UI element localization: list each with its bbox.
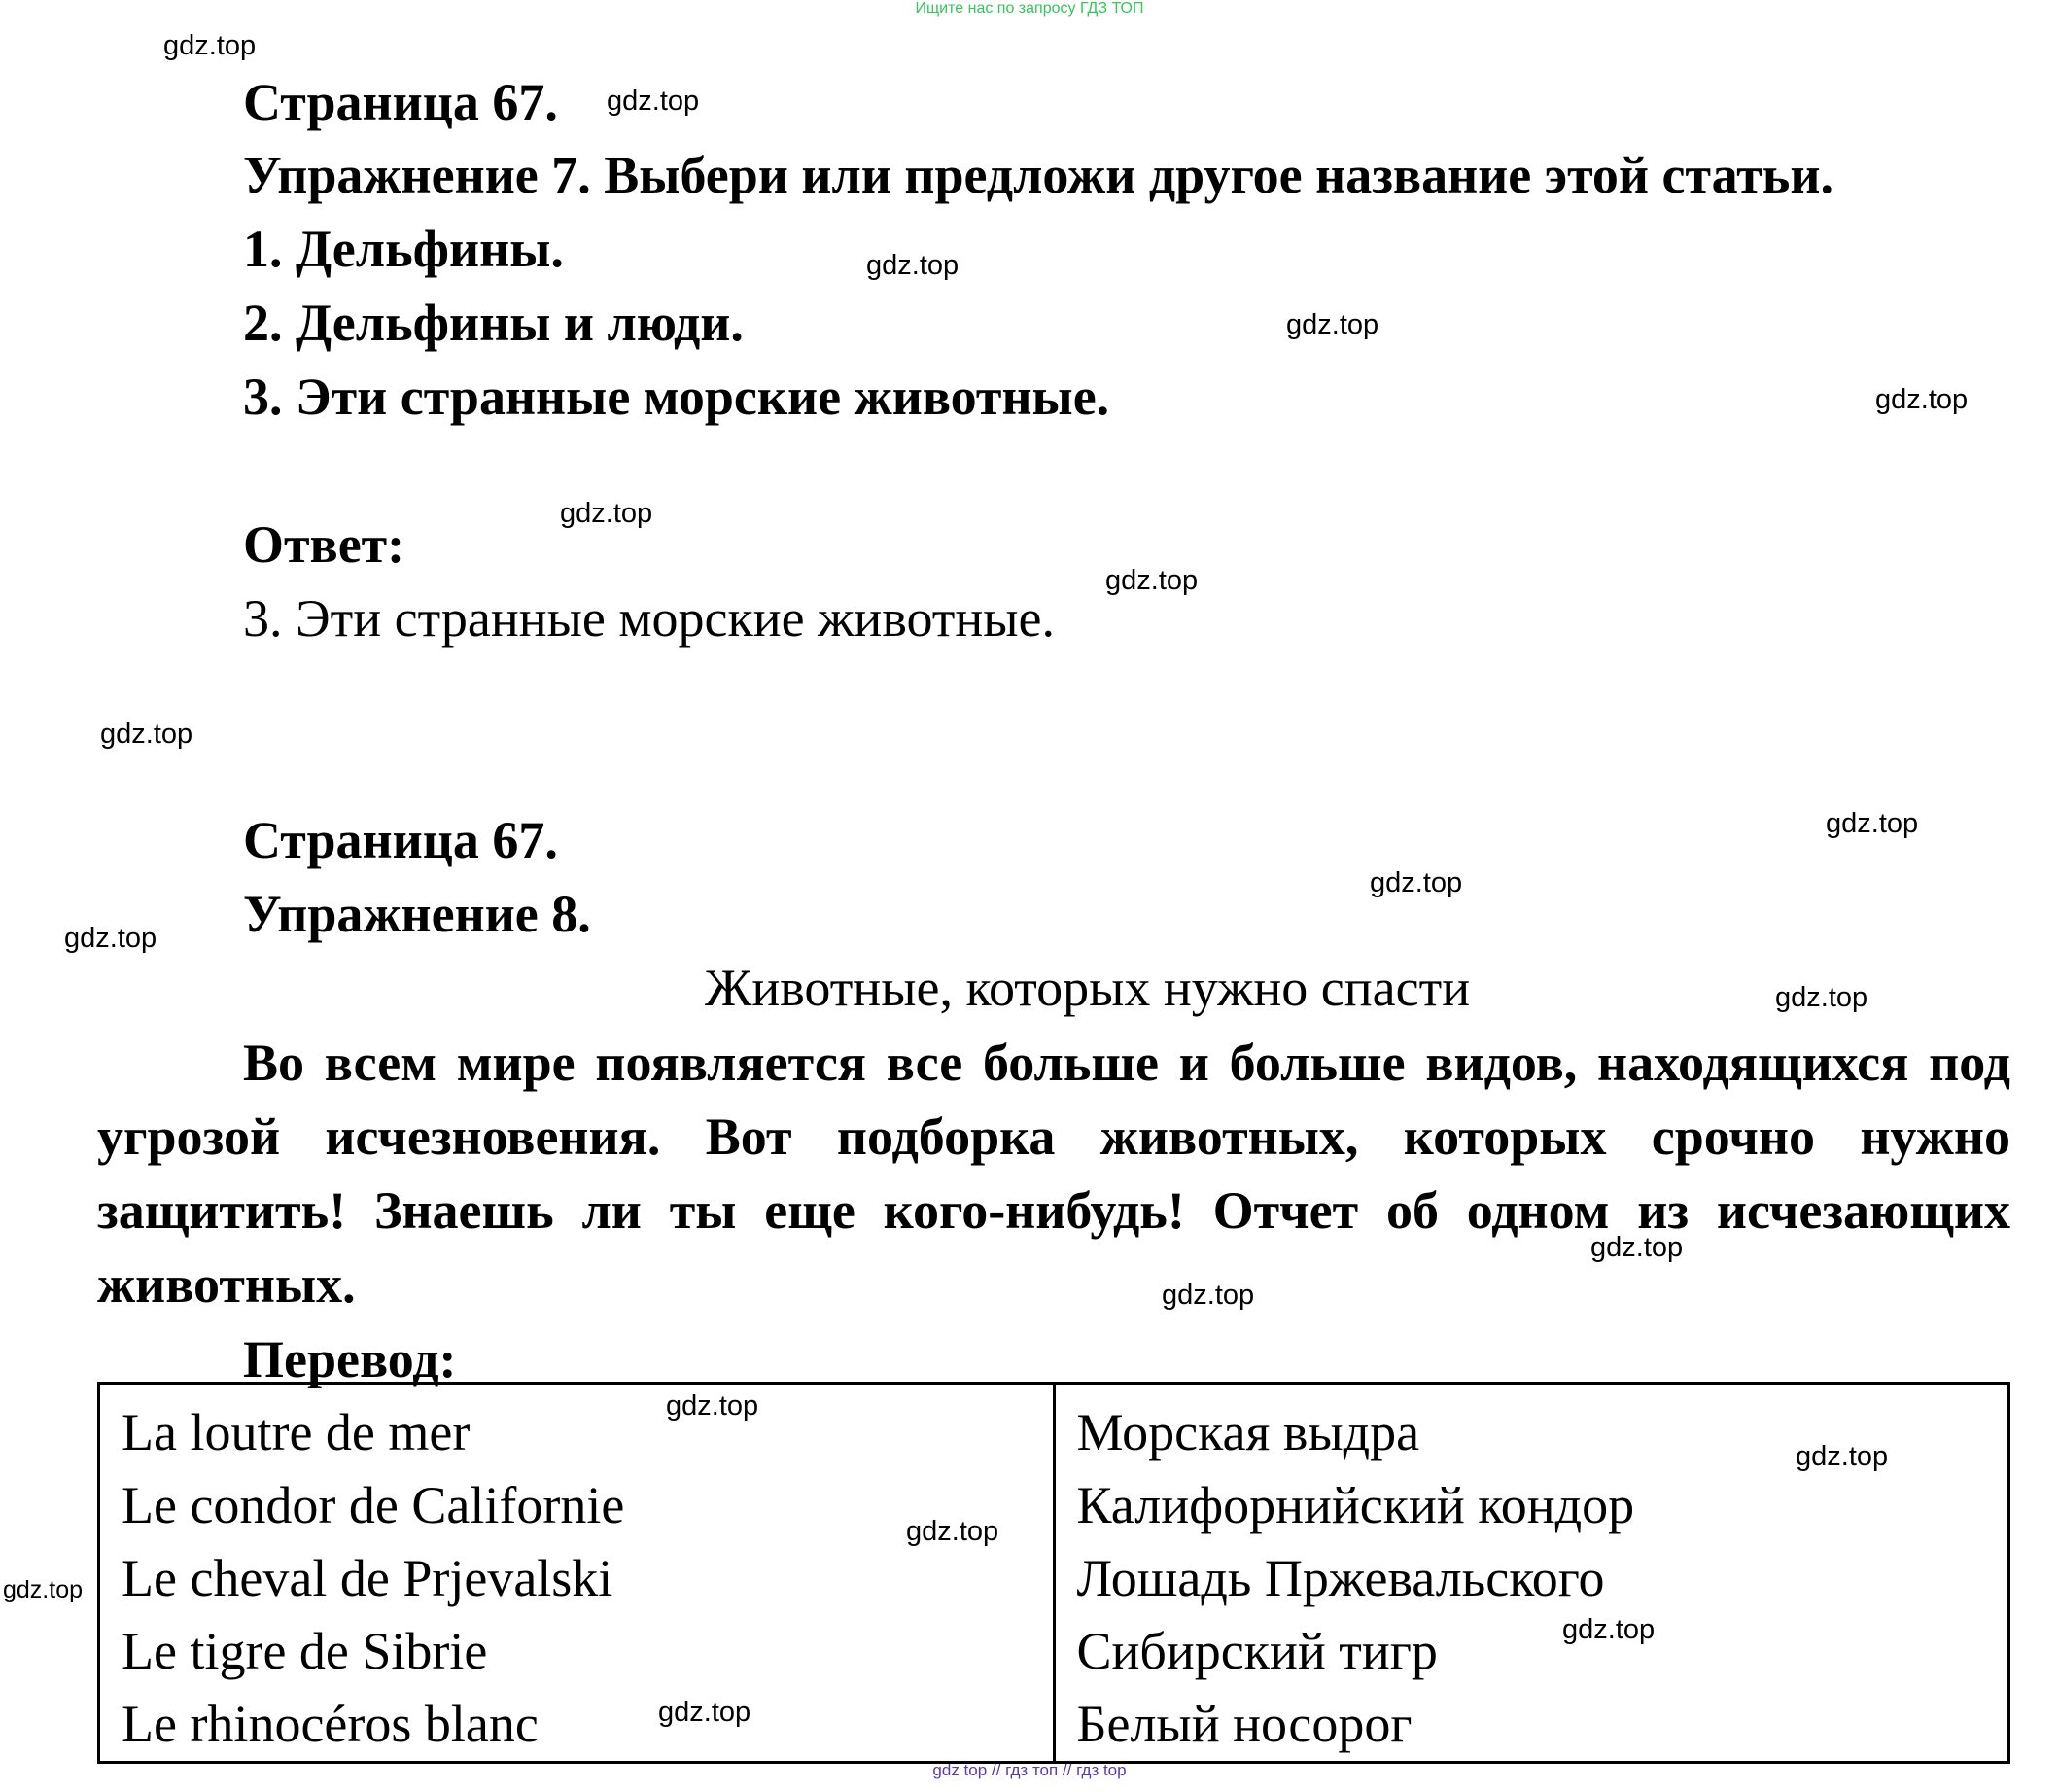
ex7-option-3: 3. Эти странные морские животные.	[243, 368, 1110, 426]
french-item: La loutre de mer	[122, 1403, 471, 1461]
ex7-answer-label: Ответ:	[243, 515, 405, 574]
watermark: gdz.top	[163, 30, 257, 61]
watermark: gdz.top	[666, 1390, 759, 1422]
ex8-paragraph: Во всем мире появляется все больше и больше видов, находящихся под угрозой исчезновения. Вот подборка животных, которых срочно нужно защитить! Знаешь ли ты еще кого-нибудь! Отчет об одном из исчезающих животных.	[97, 1034, 2010, 1314]
watermark: gdz.top	[560, 498, 653, 529]
watermark: gdz.top	[1162, 1280, 1255, 1311]
watermark: gdz.top	[658, 1697, 751, 1728]
ex7-option-2: 2. Дельфины и люди.	[243, 294, 744, 352]
ex8-subtitle: Животные, которых нужно спасти	[705, 959, 1471, 1017]
ex8-task-heading: Упражнение 8.	[243, 885, 591, 943]
ex7-answer-text: 3. Эти странные морские животные.	[243, 589, 1055, 648]
russian-item: Белый носорог	[1076, 1695, 1413, 1753]
watermark: gdz.top	[607, 86, 700, 117]
russian-item: Лошадь Пржевальского	[1076, 1549, 1605, 1607]
ex7-task-heading: Упражнение 7. Выбери или предложи другое название этой статьи.	[243, 146, 1833, 204]
french-column	[99, 1384, 1055, 1763]
watermark: gdz.top	[906, 1516, 999, 1547]
watermark: gdz.top	[1796, 1441, 1889, 1472]
watermark: gdz.top	[3, 1576, 84, 1603]
russian-item: Морская выдра	[1076, 1403, 1420, 1461]
ex7-option-1: 1. Дельфины.	[243, 220, 564, 278]
watermark: gdz.top	[1875, 384, 1969, 415]
footer-links: gdz top // гдз топ // гдз top	[932, 1761, 1127, 1779]
top-banner: Ищите нас по запросу ГДЗ ТОП	[915, 0, 1144, 17]
translation-table	[97, 1382, 2010, 1764]
french-item: Le tigre de Sibrie	[122, 1622, 488, 1680]
french-item: Le condor de Californie	[122, 1476, 625, 1534]
watermark: gdz.top	[1775, 982, 1868, 1013]
ex8-page-heading: Страница 67.	[243, 811, 558, 869]
watermark: gdz.top	[1590, 1232, 1684, 1263]
watermark: gdz.top	[866, 250, 960, 281]
french-item: Le cheval de Prjevalski	[122, 1549, 613, 1607]
ex8-translation-label: Перевод:	[243, 1330, 457, 1388]
russian-item: Калифорнийский кондор	[1076, 1476, 1635, 1534]
watermark: gdz.top	[100, 719, 193, 750]
watermark: gdz.top	[1105, 565, 1199, 596]
russian-column	[1054, 1384, 2009, 1763]
watermark: gdz.top	[1370, 867, 1463, 898]
watermark: gdz.top	[1286, 309, 1379, 340]
watermark: gdz.top	[1562, 1614, 1656, 1645]
ex7-page-heading: Страница 67.	[243, 73, 558, 131]
watermark: gdz.top	[1826, 808, 1919, 839]
watermark: gdz.top	[64, 923, 157, 954]
russian-item: Сибирский тигр	[1076, 1622, 1438, 1680]
table-row	[99, 1384, 2009, 1763]
french-item: Le rhinocéros blanc	[122, 1695, 539, 1753]
